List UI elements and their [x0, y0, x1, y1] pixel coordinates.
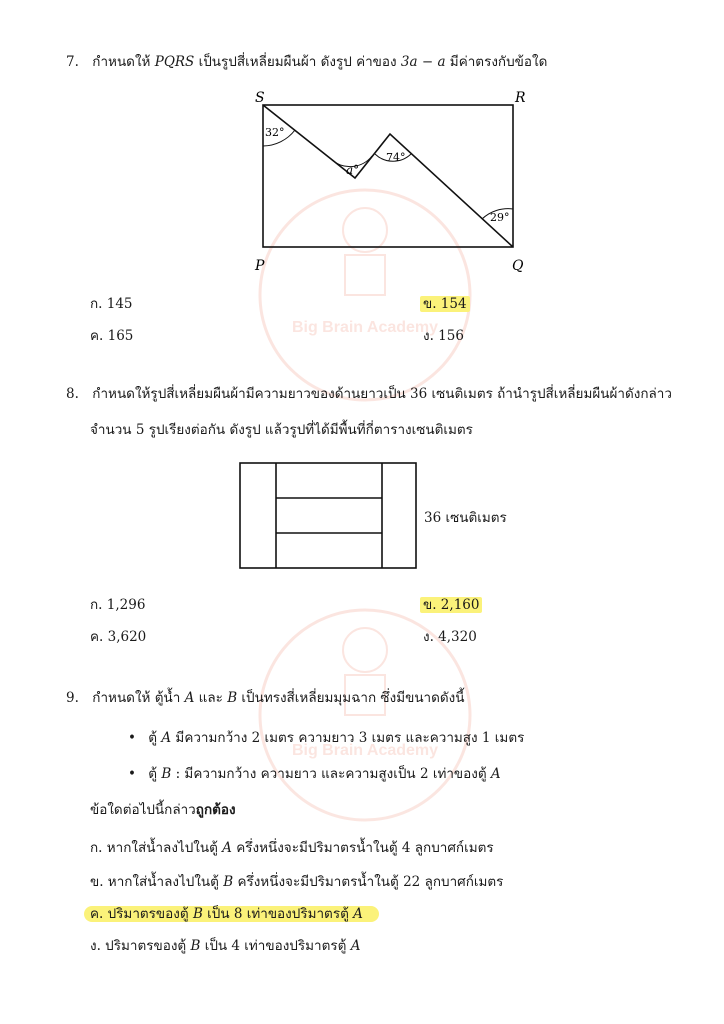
bullet-dot-icon: •	[128, 730, 136, 746]
q9-math-b: B	[227, 690, 238, 706]
q8-option-b[interactable]	[420, 595, 482, 615]
q7-math-1: PQRS	[154, 54, 195, 70]
q9-choice-b-math: B	[223, 874, 234, 890]
q9-prompt-bold: ถูกต้อง	[195, 802, 236, 818]
q9-prompt-pre: ข้อใดต่อไปนี้กล่าว	[90, 802, 196, 818]
q9-choice-a-pre: ก. หากใส่น้ำลงไปในตู้	[90, 840, 218, 856]
q9-text-1: กำหนดให้ ตู้น้ำ	[92, 690, 181, 706]
q9-choice-a-math: A	[222, 840, 232, 856]
q9-choice-b[interactable]	[90, 872, 503, 892]
q7-angle-a: a°	[346, 163, 360, 177]
q9-choice-d-post: เป็น 4 เท่าของปริมาตรตู้	[204, 938, 347, 954]
q7-option-b[interactable]	[420, 294, 470, 314]
q9-prompt	[90, 800, 236, 820]
q8-line-1: กำหนดให้รูปสี่เหลี่ยมผืนผ้ามีความยาวของด้านยาวเป็น 36 เซนติเมตร ถ้านำรูปสี่เหลี่ยมผืนผ้าดังกล่าว	[92, 386, 672, 402]
q9-bullet-1-math: A	[161, 730, 172, 746]
q9-bullet-2-math-end: A	[490, 766, 501, 782]
q7-vertex-r: R	[515, 90, 526, 106]
q9-choice-c-pre: ค. ปริมาตรของตู้	[90, 906, 189, 922]
q9-bullet-1	[128, 728, 524, 748]
q7-vertex-q: Q	[512, 258, 524, 274]
q9-choice-c-post: เป็น 8 เท่าของปริมาตรตู้	[207, 906, 349, 922]
q9-choice-d-math: B	[190, 938, 201, 954]
q8-option-d[interactable]: ง. 4,320	[423, 629, 477, 645]
q7-text-2: เป็นรูปสี่เหลี่ยมผืนผ้า ดังรูป ค่าของ	[198, 54, 397, 70]
q9-choice-a[interactable]	[90, 838, 494, 858]
q9-choice-c[interactable]	[90, 904, 379, 924]
q7-angle-s: 32°	[265, 126, 285, 139]
q9-bullet-1-pre: ตู้	[148, 730, 158, 746]
q9-choice-c-math: B	[192, 906, 203, 922]
q9-bullet-2-math: B	[161, 766, 172, 782]
q7-option-c[interactable]: ค. 165	[90, 328, 134, 344]
q7-rectangle	[263, 105, 513, 247]
q7-text-1: กำหนดให้	[92, 54, 151, 70]
q7-option-a[interactable]: ก. 145	[90, 296, 133, 312]
bullet-dot-icon: •	[128, 766, 136, 782]
q9-choice-c-math-end: A	[353, 906, 363, 922]
q9-choice-a-post: ครึ่งหนึ่งจะมีปริมาตรน้ำในตู้ 4 ลูกบาศก์เมตร	[236, 840, 494, 856]
q9-text-2: และ	[198, 690, 223, 706]
q7-figure	[250, 88, 540, 278]
q7-math-2: 3a − a	[400, 54, 446, 70]
q8-option-b-highlight: ข. 2,160	[420, 597, 482, 613]
q7-option-b-highlight: ข. 154	[420, 296, 470, 312]
q9-choice-d[interactable]	[90, 936, 360, 956]
q9-bullet-2	[128, 764, 501, 784]
q9-number: 9.	[66, 690, 79, 706]
watermark-text-bottom: Big Brain Academy	[291, 742, 439, 759]
q9-text-3: เป็นทรงสี่เหลี่ยมมุมฉาก ซึ่งมีขนาดดังนี้	[241, 690, 465, 706]
q7-option-d[interactable]: ง. 156	[423, 328, 464, 344]
q8-figure-label: 36 เซนติเมตร	[424, 510, 507, 526]
q7-number: 7.	[66, 54, 79, 70]
q9-choice-b-post: ครึ่งหนึ่งจะมีปริมาตรน้ำในตู้ 22 ลูกบาศก์เมตร	[237, 874, 504, 890]
q8-stem-line-1	[66, 384, 672, 404]
q9-bullet-2-post: : มีความกว้าง ความยาว และความสูงเป็น 2 เท่าของตู้	[175, 766, 487, 782]
q7-angle-q: 29°	[490, 211, 510, 224]
q9-choice-c-highlight	[84, 906, 379, 922]
q8-outer-rect	[240, 463, 416, 568]
q7-zigzag-line	[263, 105, 513, 247]
q8-figure	[236, 460, 420, 572]
q9-bullet-2-pre: ตู้	[148, 766, 158, 782]
q9-choice-b-pre: ข. หากใส่น้ำลงไปในตู้	[90, 874, 219, 890]
watermark-text-top: Big Brain Academy	[291, 319, 439, 336]
q9-math-a: A	[184, 690, 195, 706]
q9-choice-d-math-end: A	[350, 938, 361, 954]
q7-stem	[66, 52, 547, 72]
q7-text-3: มีค่าตรงกับข้อใด	[449, 54, 548, 70]
q8-option-c[interactable]: ค. 3,620	[90, 629, 147, 645]
q8-number: 8.	[66, 386, 79, 402]
q9-choice-d-pre: ง. ปริมาตรของตู้	[90, 938, 187, 954]
q8-stem-line-2: จำนวน 5 รูปเรียงต่อกัน ดังรูป แล้วรูปที่ได้มีพื้นที่กี่ตารางเซนติเมตร	[90, 422, 473, 438]
q7-vertex-s: S	[255, 90, 265, 106]
q7-vertex-p: P	[255, 258, 265, 274]
q8-option-a[interactable]: ก. 1,296	[90, 597, 146, 613]
q9-bullet-1-post: มีความกว้าง 2 เมตร ความยาว 3 เมตร และความสูง 1 เมตร	[175, 730, 525, 746]
q9-stem	[66, 688, 464, 708]
q7-angle-top: 74°	[386, 151, 406, 164]
